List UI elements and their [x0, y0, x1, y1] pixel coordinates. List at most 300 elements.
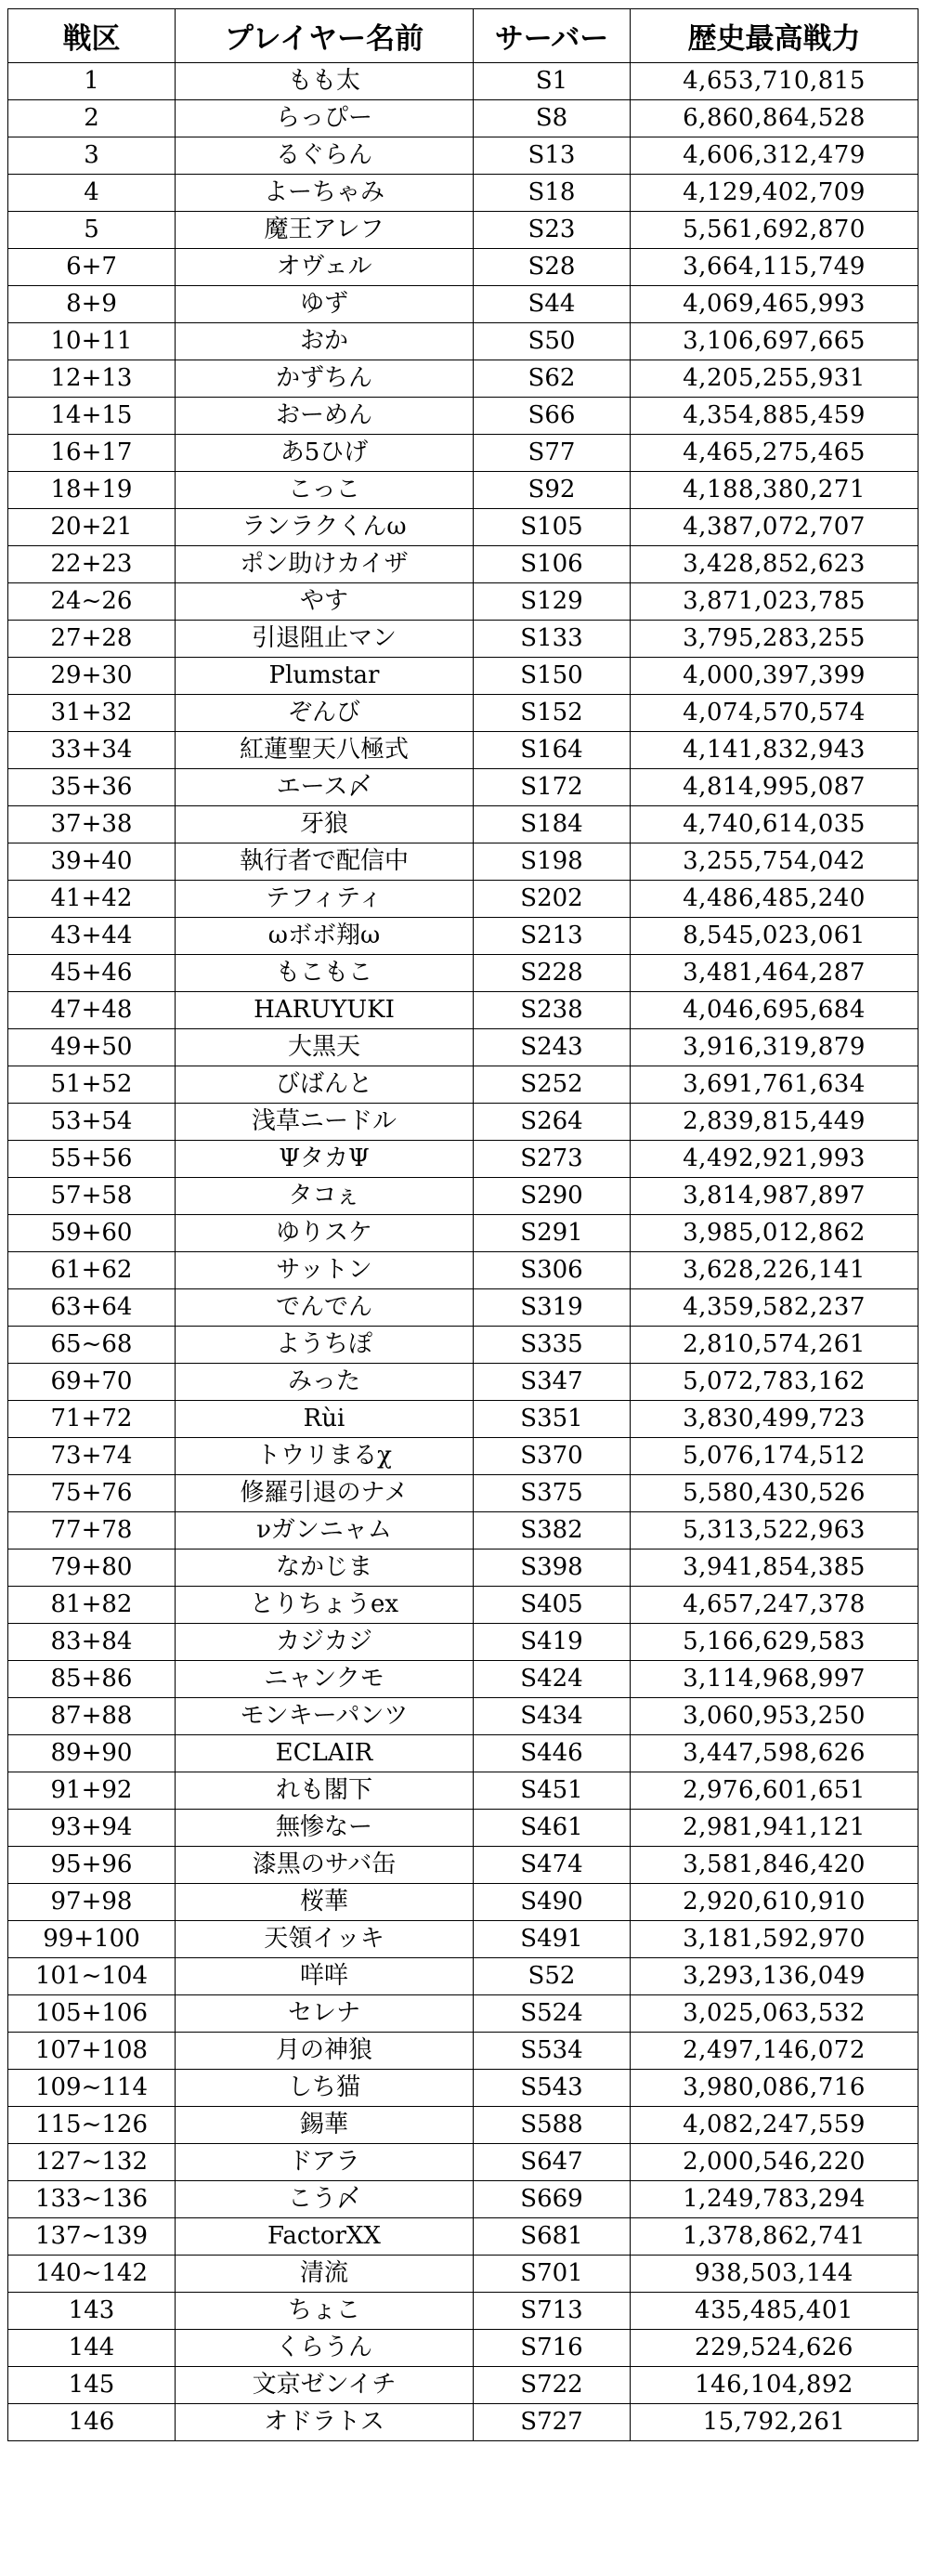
- max-power-cell: 15,792,261: [631, 2404, 918, 2441]
- max-power-cell: 4,740,614,035: [631, 806, 918, 843]
- table-row: [8, 323, 918, 360]
- player-name-cell: 清流: [176, 2256, 474, 2293]
- district-cell: 87+88: [8, 1698, 176, 1735]
- max-power-cell: 4,486,485,240: [631, 881, 918, 918]
- player-name-cell: ポン助けカイザ: [176, 546, 474, 583]
- server-cell: S534: [474, 2033, 631, 2070]
- table-row: [8, 1327, 918, 1364]
- player-name-cell: ようちぽ: [176, 1327, 474, 1364]
- district-cell: 4: [8, 175, 176, 212]
- table-row: [8, 1698, 918, 1735]
- table-row: [8, 1364, 918, 1401]
- district-cell: 47+48: [8, 992, 176, 1029]
- max-power-cell: 4,046,695,684: [631, 992, 918, 1029]
- table-row: [8, 2070, 918, 2107]
- server-cell: S434: [474, 1698, 631, 1735]
- player-name-cell: 漆黒のサバ缶: [176, 1847, 474, 1884]
- table-row: [8, 843, 918, 881]
- table-body: [8, 63, 918, 2441]
- server-cell: S62: [474, 360, 631, 398]
- max-power-cell: 146,104,892: [631, 2367, 918, 2404]
- district-cell: 24~26: [8, 583, 176, 621]
- district-cell: 137~139: [8, 2218, 176, 2256]
- district-cell: 140~142: [8, 2256, 176, 2293]
- server-cell: S164: [474, 732, 631, 769]
- district-cell: 5: [8, 212, 176, 249]
- table-row: [8, 212, 918, 249]
- table-row: [8, 1735, 918, 1772]
- table-row: [8, 1141, 918, 1178]
- district-cell: 144: [8, 2330, 176, 2367]
- server-cell: S28: [474, 249, 631, 286]
- district-cell: 31+32: [8, 695, 176, 732]
- district-cell: 41+42: [8, 881, 176, 918]
- server-cell: S446: [474, 1735, 631, 1772]
- server-cell: S18: [474, 175, 631, 212]
- district-cell: 75+76: [8, 1475, 176, 1512]
- table-row: [8, 806, 918, 843]
- max-power-cell: 2,810,574,261: [631, 1327, 918, 1364]
- max-power-cell: 2,920,610,910: [631, 1884, 918, 1921]
- district-cell: 55+56: [8, 1141, 176, 1178]
- district-cell: 63+64: [8, 1289, 176, 1327]
- max-power-cell: 1,249,783,294: [631, 2181, 918, 2218]
- district-cell: 61+62: [8, 1252, 176, 1289]
- table-row: [8, 1512, 918, 1550]
- table-row: [8, 992, 918, 1029]
- server-cell: S405: [474, 1587, 631, 1624]
- table-header: [8, 9, 918, 63]
- table-row: [8, 2144, 918, 2181]
- player-name-cell: エース〆: [176, 769, 474, 806]
- table-row: [8, 1995, 918, 2033]
- server-cell: S474: [474, 1847, 631, 1884]
- table-row: [8, 2033, 918, 2070]
- player-name-cell: カジカジ: [176, 1624, 474, 1661]
- district-cell: 8+9: [8, 286, 176, 323]
- max-power-cell: 229,524,626: [631, 2330, 918, 2367]
- server-cell: S106: [474, 546, 631, 583]
- player-name-cell: おか: [176, 323, 474, 360]
- max-power-cell: 4,657,247,378: [631, 1587, 918, 1624]
- max-power-cell: 5,166,629,583: [631, 1624, 918, 1661]
- table-row: [8, 1624, 918, 1661]
- max-power-cell: 3,916,319,879: [631, 1029, 918, 1066]
- server-cell: S184: [474, 806, 631, 843]
- server-cell: S524: [474, 1995, 631, 2033]
- max-power-cell: 2,497,146,072: [631, 2033, 918, 2070]
- max-power-cell: 4,074,570,574: [631, 695, 918, 732]
- server-cell: S491: [474, 1921, 631, 1958]
- district-cell: 73+74: [8, 1438, 176, 1475]
- server-cell: S213: [474, 918, 631, 955]
- table-row: [8, 100, 918, 137]
- max-power-cell: 2,976,601,651: [631, 1772, 918, 1810]
- player-name-cell: ニャンクモ: [176, 1661, 474, 1698]
- server-cell: S44: [474, 286, 631, 323]
- max-power-cell: 2,981,941,121: [631, 1810, 918, 1847]
- server-cell: S451: [474, 1772, 631, 1810]
- player-name-cell: 文京ゼンイチ: [176, 2367, 474, 2404]
- server-cell: S238: [474, 992, 631, 1029]
- player-name-cell: モンキーパンツ: [176, 1698, 474, 1735]
- district-cell: 39+40: [8, 843, 176, 881]
- max-power-cell: 5,313,522,963: [631, 1512, 918, 1550]
- district-cell: 43+44: [8, 918, 176, 955]
- player-name-cell: もこもこ: [176, 955, 474, 992]
- table-row: [8, 2107, 918, 2144]
- column-header-max-power: 歴史最高戦力: [631, 9, 918, 63]
- district-cell: 85+86: [8, 1661, 176, 1698]
- district-cell: 22+23: [8, 546, 176, 583]
- table-row: [8, 360, 918, 398]
- max-power-cell: 8,545,023,061: [631, 918, 918, 955]
- server-cell: S681: [474, 2218, 631, 2256]
- server-cell: S252: [474, 1066, 631, 1104]
- district-cell: 69+70: [8, 1364, 176, 1401]
- max-power-cell: 4,653,710,815: [631, 63, 918, 100]
- server-cell: S669: [474, 2181, 631, 2218]
- district-cell: 127~132: [8, 2144, 176, 2181]
- player-name-cell: セレナ: [176, 1995, 474, 2033]
- table-row: [8, 63, 918, 100]
- table-row: [8, 1401, 918, 1438]
- player-name-cell: みった: [176, 1364, 474, 1401]
- table-row: [8, 1289, 918, 1327]
- server-cell: S77: [474, 435, 631, 472]
- player-name-cell: 修羅引退のナメ: [176, 1475, 474, 1512]
- column-header-server: サーバー: [474, 9, 631, 63]
- header-row: [8, 9, 918, 63]
- district-cell: 133~136: [8, 2181, 176, 2218]
- max-power-cell: 4,492,921,993: [631, 1141, 918, 1178]
- server-cell: S351: [474, 1401, 631, 1438]
- max-power-cell: 3,691,761,634: [631, 1066, 918, 1104]
- table-row: [8, 1104, 918, 1141]
- district-cell: 37+38: [8, 806, 176, 843]
- server-cell: S129: [474, 583, 631, 621]
- player-name-cell: こっこ: [176, 472, 474, 509]
- player-name-cell: でんでん: [176, 1289, 474, 1327]
- player-name-cell: 紅蓮聖天八極式: [176, 732, 474, 769]
- table-row: [8, 2293, 918, 2330]
- max-power-cell: 4,606,312,479: [631, 137, 918, 175]
- district-cell: 109~114: [8, 2070, 176, 2107]
- player-name-cell: なかじま: [176, 1550, 474, 1587]
- district-cell: 29+30: [8, 658, 176, 695]
- table-row: [8, 1661, 918, 1698]
- player-name-cell: ΨタカΨ: [176, 1141, 474, 1178]
- player-name-cell: 桜華: [176, 1884, 474, 1921]
- max-power-cell: 3,814,987,897: [631, 1178, 918, 1215]
- table-row: [8, 2404, 918, 2441]
- server-cell: S424: [474, 1661, 631, 1698]
- district-cell: 2: [8, 100, 176, 137]
- table-row: [8, 1550, 918, 1587]
- max-power-cell: 3,980,086,716: [631, 2070, 918, 2107]
- table-row: [8, 1066, 918, 1104]
- player-name-cell: るぐらん: [176, 137, 474, 175]
- server-cell: S701: [474, 2256, 631, 2293]
- player-name-cell: とりちょうex: [176, 1587, 474, 1624]
- server-cell: S172: [474, 769, 631, 806]
- district-cell: 99+100: [8, 1921, 176, 1958]
- player-name-cell: Rùi: [176, 1401, 474, 1438]
- table-row: [8, 2181, 918, 2218]
- server-cell: S375: [474, 1475, 631, 1512]
- max-power-cell: 3,060,953,250: [631, 1698, 918, 1735]
- table-row: [8, 2330, 918, 2367]
- player-name-cell: 天領イッキ: [176, 1921, 474, 1958]
- max-power-cell: 4,141,832,943: [631, 732, 918, 769]
- server-cell: S152: [474, 695, 631, 732]
- server-cell: S647: [474, 2144, 631, 2181]
- district-cell: 45+46: [8, 955, 176, 992]
- district-cell: 115~126: [8, 2107, 176, 2144]
- player-name-cell: ゆず: [176, 286, 474, 323]
- player-name-cell: ECLAIR: [176, 1735, 474, 1772]
- max-power-cell: 3,447,598,626: [631, 1735, 918, 1772]
- server-cell: S133: [474, 621, 631, 658]
- player-name-cell: Plumstar: [176, 658, 474, 695]
- player-name-cell: れも閣下: [176, 1772, 474, 1810]
- max-power-cell: 938,503,144: [631, 2256, 918, 2293]
- table-row: [8, 1252, 918, 1289]
- server-cell: S588: [474, 2107, 631, 2144]
- player-name-cell: ぞんび: [176, 695, 474, 732]
- table-row: [8, 1587, 918, 1624]
- district-cell: 77+78: [8, 1512, 176, 1550]
- server-cell: S291: [474, 1215, 631, 1252]
- district-cell: 146: [8, 2404, 176, 2441]
- player-name-cell: よーちゃみ: [176, 175, 474, 212]
- max-power-cell: 3,428,852,623: [631, 546, 918, 583]
- server-cell: S66: [474, 398, 631, 435]
- player-name-cell: オドラトス: [176, 2404, 474, 2441]
- server-cell: S347: [474, 1364, 631, 1401]
- table-row: [8, 2256, 918, 2293]
- district-cell: 18+19: [8, 472, 176, 509]
- player-name-cell: らっぴー: [176, 100, 474, 137]
- district-cell: 145: [8, 2367, 176, 2404]
- server-cell: S335: [474, 1327, 631, 1364]
- table-row: [8, 1921, 918, 1958]
- server-cell: S319: [474, 1289, 631, 1327]
- max-power-cell: 435,485,401: [631, 2293, 918, 2330]
- district-cell: 65~68: [8, 1327, 176, 1364]
- max-power-cell: 6,860,864,528: [631, 100, 918, 137]
- district-cell: 97+98: [8, 1884, 176, 1921]
- district-cell: 81+82: [8, 1587, 176, 1624]
- max-power-cell: 2,000,546,220: [631, 2144, 918, 2181]
- player-name-cell: やす: [176, 583, 474, 621]
- max-power-cell: 3,293,136,049: [631, 1958, 918, 1995]
- server-cell: S23: [474, 212, 631, 249]
- table-row: [8, 695, 918, 732]
- server-cell: S243: [474, 1029, 631, 1066]
- player-name-cell: 無惨なー: [176, 1810, 474, 1847]
- district-cell: 16+17: [8, 435, 176, 472]
- player-name-cell: 咩咩: [176, 1958, 474, 1995]
- player-name-cell: FactorXX: [176, 2218, 474, 2256]
- max-power-cell: 2,839,815,449: [631, 1104, 918, 1141]
- district-cell: 95+96: [8, 1847, 176, 1884]
- table-row: [8, 1958, 918, 1995]
- table-row: [8, 955, 918, 992]
- district-cell: 3: [8, 137, 176, 175]
- table-row: [8, 1847, 918, 1884]
- table-row: [8, 1475, 918, 1512]
- max-power-cell: 3,114,968,997: [631, 1661, 918, 1698]
- player-name-cell: 錫華: [176, 2107, 474, 2144]
- max-power-cell: 3,795,283,255: [631, 621, 918, 658]
- server-cell: S198: [474, 843, 631, 881]
- district-cell: 27+28: [8, 621, 176, 658]
- max-power-cell: 4,465,275,465: [631, 435, 918, 472]
- player-name-cell: ゆりスケ: [176, 1215, 474, 1252]
- max-power-cell: 4,188,380,271: [631, 472, 918, 509]
- district-cell: 53+54: [8, 1104, 176, 1141]
- player-name-cell: 魔王アレフ: [176, 212, 474, 249]
- district-cell: 33+34: [8, 732, 176, 769]
- server-cell: S290: [474, 1178, 631, 1215]
- table-row: [8, 1438, 918, 1475]
- player-name-cell: ωボボ翔ω: [176, 918, 474, 955]
- player-name-cell: サットン: [176, 1252, 474, 1289]
- district-cell: 107+108: [8, 2033, 176, 2070]
- table-row: [8, 509, 918, 546]
- player-name-cell: 大黒天: [176, 1029, 474, 1066]
- district-cell: 51+52: [8, 1066, 176, 1104]
- district-cell: 14+15: [8, 398, 176, 435]
- table-row: [8, 1029, 918, 1066]
- table-row: [8, 472, 918, 509]
- player-name-cell: あ5ひげ: [176, 435, 474, 472]
- server-cell: S8: [474, 100, 631, 137]
- max-power-cell: 5,580,430,526: [631, 1475, 918, 1512]
- max-power-cell: 3,181,592,970: [631, 1921, 918, 1958]
- server-cell: S1: [474, 63, 631, 100]
- max-power-cell: 3,025,063,532: [631, 1995, 918, 2033]
- server-cell: S370: [474, 1438, 631, 1475]
- max-power-cell: 3,941,854,385: [631, 1550, 918, 1587]
- district-cell: 10+11: [8, 323, 176, 360]
- player-name-cell: テフィティ: [176, 881, 474, 918]
- server-cell: S105: [474, 509, 631, 546]
- table-row: [8, 1215, 918, 1252]
- table-row: [8, 546, 918, 583]
- district-cell: 101~104: [8, 1958, 176, 1995]
- table-row: [8, 175, 918, 212]
- max-power-cell: 4,000,397,399: [631, 658, 918, 695]
- server-cell: S419: [474, 1624, 631, 1661]
- player-name-cell: 月の神狼: [176, 2033, 474, 2070]
- table-row: [8, 137, 918, 175]
- player-name-cell: 牙狼: [176, 806, 474, 843]
- server-cell: S727: [474, 2404, 631, 2441]
- district-cell: 91+92: [8, 1772, 176, 1810]
- table-row: [8, 1884, 918, 1921]
- table-row: [8, 2218, 918, 2256]
- max-power-cell: 4,359,582,237: [631, 1289, 918, 1327]
- table-row: [8, 1178, 918, 1215]
- max-power-cell: 3,985,012,862: [631, 1215, 918, 1252]
- column-header-district: 戦区: [8, 9, 176, 63]
- max-power-cell: 4,129,402,709: [631, 175, 918, 212]
- player-name-cell: オヴェル: [176, 249, 474, 286]
- server-cell: S228: [474, 955, 631, 992]
- max-power-cell: 3,628,226,141: [631, 1252, 918, 1289]
- server-cell: S716: [474, 2330, 631, 2367]
- server-cell: S264: [474, 1104, 631, 1141]
- table-row: [8, 881, 918, 918]
- max-power-cell: 4,354,885,459: [631, 398, 918, 435]
- table-row: [8, 435, 918, 472]
- player-name-cell: びばんと: [176, 1066, 474, 1104]
- table-row: [8, 398, 918, 435]
- table-row: [8, 1810, 918, 1847]
- table-row: [8, 583, 918, 621]
- player-name-cell: こう〆: [176, 2181, 474, 2218]
- max-power-cell: 5,561,692,870: [631, 212, 918, 249]
- district-cell: 57+58: [8, 1178, 176, 1215]
- max-power-cell: 3,871,023,785: [631, 583, 918, 621]
- player-name-cell: 引退阻止マン: [176, 621, 474, 658]
- server-cell: S273: [474, 1141, 631, 1178]
- player-name-cell: くらうん: [176, 2330, 474, 2367]
- player-name-cell: おーめん: [176, 398, 474, 435]
- table-row: [8, 769, 918, 806]
- max-power-cell: 3,255,754,042: [631, 843, 918, 881]
- table-row: [8, 286, 918, 323]
- district-cell: 59+60: [8, 1215, 176, 1252]
- server-cell: S398: [474, 1550, 631, 1587]
- ranking-table: [7, 8, 918, 2441]
- district-cell: 105+106: [8, 1995, 176, 2033]
- table-row: [8, 658, 918, 695]
- district-cell: 83+84: [8, 1624, 176, 1661]
- max-power-cell: 5,076,174,512: [631, 1438, 918, 1475]
- district-cell: 49+50: [8, 1029, 176, 1066]
- player-name-cell: νガンニャム: [176, 1512, 474, 1550]
- server-cell: S713: [474, 2293, 631, 2330]
- max-power-cell: 4,814,995,087: [631, 769, 918, 806]
- player-name-cell: 執行者で配信中: [176, 843, 474, 881]
- max-power-cell: 3,106,697,665: [631, 323, 918, 360]
- server-cell: S490: [474, 1884, 631, 1921]
- table-row: [8, 918, 918, 955]
- server-cell: S543: [474, 2070, 631, 2107]
- district-cell: 20+21: [8, 509, 176, 546]
- table-row: [8, 2367, 918, 2404]
- player-name-cell: ランラクくんω: [176, 509, 474, 546]
- server-cell: S50: [474, 323, 631, 360]
- player-name-cell: HARUYUKI: [176, 992, 474, 1029]
- player-name-cell: かずちん: [176, 360, 474, 398]
- server-cell: S92: [474, 472, 631, 509]
- max-power-cell: 4,082,247,559: [631, 2107, 918, 2144]
- district-cell: 6+7: [8, 249, 176, 286]
- server-cell: S306: [474, 1252, 631, 1289]
- server-cell: S202: [474, 881, 631, 918]
- server-cell: S382: [474, 1512, 631, 1550]
- district-cell: 89+90: [8, 1735, 176, 1772]
- server-cell: S150: [474, 658, 631, 695]
- district-cell: 93+94: [8, 1810, 176, 1847]
- player-name-cell: 浅草ニードル: [176, 1104, 474, 1141]
- player-name-cell: トウリまるχ: [176, 1438, 474, 1475]
- district-cell: 35+36: [8, 769, 176, 806]
